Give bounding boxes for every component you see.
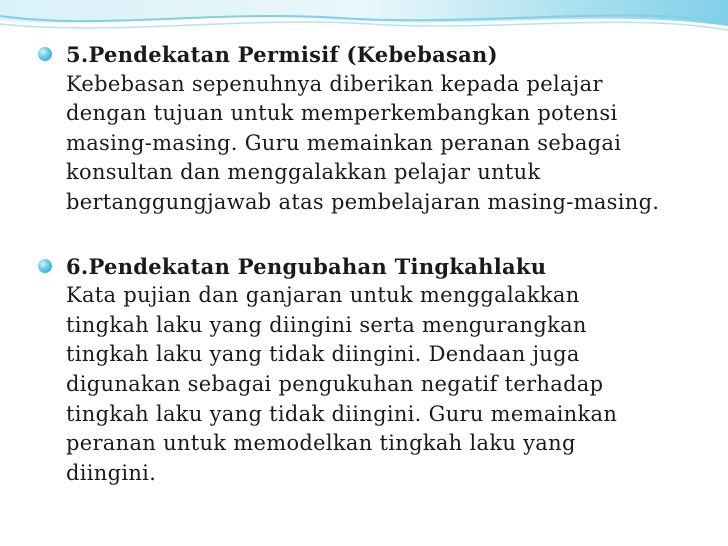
bullet-item-pengubahan-tingkahlaku xyxy=(38,252,718,489)
item-title: 5.Pendekatan Permisif (Kebebasan) xyxy=(66,42,498,67)
bullet-icon xyxy=(38,47,52,61)
item-title: 6.Pendekatan Pengubahan Tingkahlaku xyxy=(66,253,547,279)
bullet-icon xyxy=(38,259,52,273)
item-body: Kata pujian dan ganjaran untuk menggalakkan tingkah laku yang diingini serta mengurangkan tingkah laku yang tidak diingini. Dendaan juga digunakan sebagai pengukuhan negatif terhadap tingkah laku yang tidak diingini. Guru memainkan peranan untuk memodelkan tingkah laku yang diingini. xyxy=(66,283,618,485)
bullet-item-permisif xyxy=(38,40,718,218)
slide-content xyxy=(38,40,718,488)
item-body: Kebebasan sepenuhnya diberikan kepada pelajar dengan tujuan untuk memperkembangkan potensi masing-masing. Guru memainkan peranan sebagai konsultan dan menggalakkan pelajar untuk bertanggungjawab atas pembelajaran masing-masing. xyxy=(66,71,660,214)
